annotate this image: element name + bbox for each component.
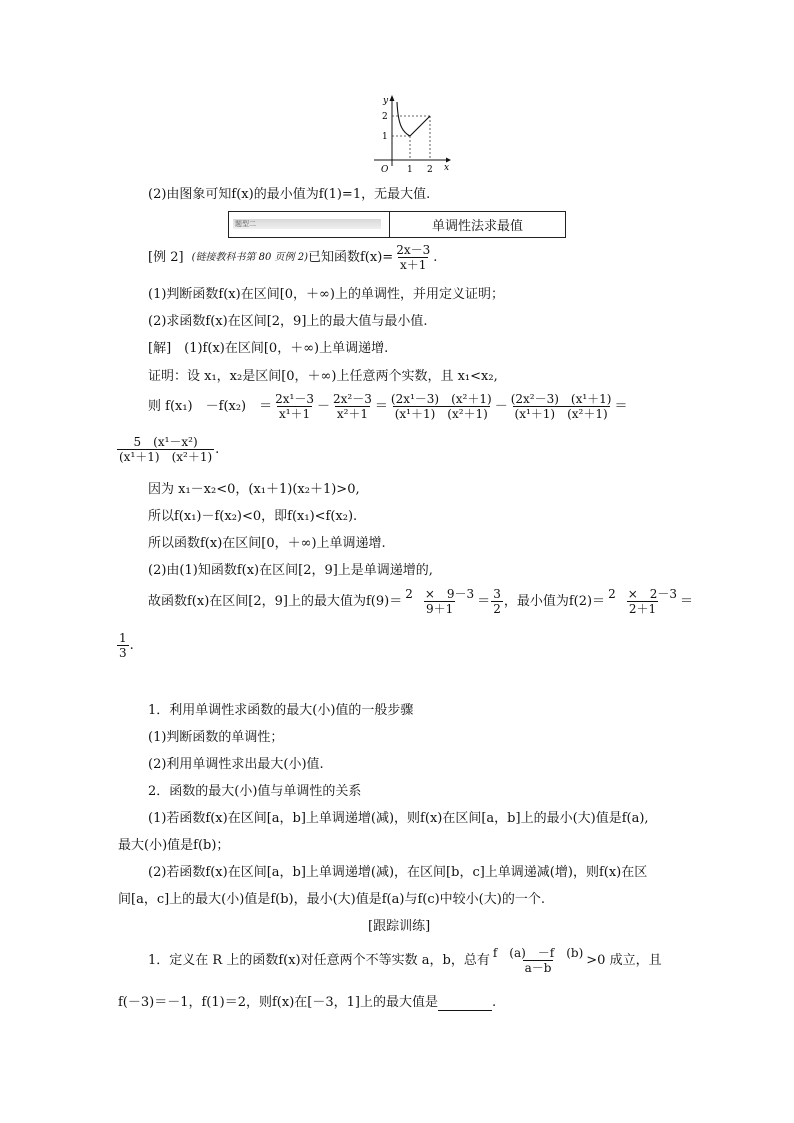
summary-point-1: (1)判断函数的单调性； bbox=[148, 730, 284, 745]
training-fraction bbox=[491, 946, 585, 975]
min-prefix: ，最小值为f(2)＝ bbox=[503, 593, 606, 609]
solution-line-6: (2)由(1)知函数f(x)在区间[2，9]上是单调递增的, bbox=[148, 563, 433, 578]
frac-max bbox=[403, 587, 476, 616]
stem-fraction-numerator: 2x－3 bbox=[396, 243, 431, 257]
curve-segment bbox=[397, 102, 410, 136]
frac-2-num: 2x²－3 bbox=[333, 392, 372, 406]
x-tick-1: 1 bbox=[407, 165, 413, 175]
frac-max-den: 9＋1 bbox=[426, 602, 454, 616]
frac-min-value-num: 1 bbox=[119, 631, 127, 645]
answer-blank[interactable] bbox=[438, 998, 492, 1011]
frac-max-value-num: 3 bbox=[493, 587, 501, 601]
difference-result bbox=[116, 435, 219, 464]
max-equals: ＝ bbox=[477, 593, 491, 609]
min-value-period: . bbox=[129, 637, 134, 653]
y-axis-arrow bbox=[390, 95, 395, 101]
equals-sign-2: ＝ bbox=[614, 398, 628, 414]
x-axis-arrow bbox=[446, 158, 451, 163]
solution-line-2: 证明：设 x₁，x₂是区间[0，＋∞)上任意两个实数，且 x₁<x₂, bbox=[148, 369, 498, 384]
section-title: 单调性法求最值 bbox=[431, 219, 523, 234]
frac-3-num: (2x¹－3) (x²＋1) bbox=[390, 392, 492, 406]
frac-min bbox=[606, 587, 679, 616]
frac-3-den: (x¹＋1) (x²＋1) bbox=[394, 407, 488, 421]
minus-sign-2: － bbox=[494, 398, 508, 414]
training-question-line-1 bbox=[148, 946, 662, 975]
x-axis-label: x bbox=[444, 163, 450, 173]
frac-max-value bbox=[491, 587, 503, 616]
stem-fraction bbox=[394, 243, 432, 272]
training-fraction-den: a－b bbox=[524, 961, 552, 975]
training-question-post: >0 成立，且 bbox=[586, 952, 662, 968]
solution-line-5: 所以函数f(x)在区间[0，＋∞)上单调递增. bbox=[148, 536, 386, 551]
min-value bbox=[116, 631, 134, 660]
summary-point-4a: (2)若函数f(x)在区间[a，b]上单调递增(减)，在区间[b，c]上单调递减(增)，则f(x)在区 bbox=[148, 865, 648, 880]
frac-4-den: (x¹＋1) (x²＋1) bbox=[514, 407, 608, 421]
solution-line-4: 所以f(x₁)－f(x₂)<0，即f(x₁)<f(x₂). bbox=[148, 509, 358, 524]
summary-heading-1: 1．利用单调性求函数的最大(小)值的一般步骤 bbox=[148, 703, 414, 718]
frac-4 bbox=[509, 392, 614, 421]
line-segment bbox=[410, 116, 430, 136]
section-tag-label: 题型二 bbox=[235, 220, 256, 228]
y-axis-label: y bbox=[383, 96, 389, 106]
max-prefix: 故函数f(x)在区间[2，9]上的最大值为f(9)＝ bbox=[148, 593, 403, 609]
frac-5 bbox=[117, 435, 214, 464]
summary-point-4b: 间[a，c]上的最大(小)值是f(b)，最小(大)值是f(a)与f(c)中较小(大)的一个. bbox=[118, 892, 545, 907]
y-tick-2: 2 bbox=[382, 112, 388, 122]
frac-max-value-den: 2 bbox=[493, 602, 501, 616]
frac-5-den: (x¹＋1) (x²＋1) bbox=[119, 450, 213, 464]
question-2: (2)求函数f(x)在区间[2，9]上的最大值与最小值. bbox=[148, 314, 428, 329]
origin-label: O bbox=[381, 165, 389, 175]
example-stem-text: 已知函数f(x)= bbox=[308, 249, 394, 265]
minus-sign-1: － bbox=[317, 398, 331, 414]
eq-prefix: 则 f(x₁) －f(x₂) ＝ bbox=[148, 398, 273, 414]
frac-3 bbox=[389, 392, 494, 421]
training-fraction-num: f (a) －f (b) bbox=[492, 946, 584, 960]
training-question-line-2 bbox=[118, 995, 496, 1011]
frac-min-value-den: 3 bbox=[119, 646, 127, 660]
section-header-box bbox=[228, 211, 566, 238]
frac-min-num: 2 × 2－3 bbox=[608, 587, 678, 601]
frac-1-num: 2x¹－3 bbox=[275, 392, 314, 406]
solution-line-3: 因为 x₁－x₂<0，(x₁＋1)(x₂＋1)>0, bbox=[148, 482, 360, 497]
frac-max-num: 2 × 9－3 bbox=[405, 587, 475, 601]
frac-2 bbox=[331, 392, 374, 421]
min-equals: ＝ bbox=[680, 593, 694, 609]
summary-point-2: (2)利用单调性求出最大(小)值. bbox=[148, 757, 324, 772]
part2-conclusion: (2)由图象可知f(x)的最小值为f(1)=1，无最大值. bbox=[148, 187, 431, 202]
training-question-end: . bbox=[491, 995, 497, 1010]
example-label: [例 2] bbox=[148, 249, 184, 265]
difference-equation bbox=[148, 392, 628, 421]
frac-min-den: 2＋1 bbox=[628, 602, 657, 616]
summary-point-3b: 最大(小)值是f(b)； bbox=[118, 838, 230, 853]
frac-2-den: x²＋1 bbox=[336, 407, 369, 421]
frac-5-period: . bbox=[215, 441, 220, 457]
section-tag bbox=[233, 219, 381, 229]
stem-period: . bbox=[433, 249, 438, 265]
example-reference: (链接教科书第 80 页例 2) bbox=[191, 251, 308, 263]
frac-1-den: x¹＋1 bbox=[278, 407, 311, 421]
frac-1 bbox=[273, 392, 316, 421]
equals-sign-1: ＝ bbox=[374, 398, 388, 414]
frac-5-num: 5 (x¹－x²) bbox=[133, 435, 198, 449]
training-title: [跟踪训练] bbox=[368, 919, 431, 934]
training-question-text: 1．定义在 R 上的函数f(x)对任意两个不等实数 a，b，总有 bbox=[148, 952, 490, 968]
frac-min-value bbox=[117, 631, 129, 660]
question-1: (1)判断函数f(x)在区间[0，＋∞)上的单调性，并用定义证明； bbox=[148, 287, 504, 302]
summary-heading-2: 2．函数的最大(小)值与单调性的关系 bbox=[148, 784, 362, 799]
frac-4-num: (2x²－3) (x¹＋1) bbox=[510, 392, 612, 406]
stem-fraction-denominator: x＋1 bbox=[400, 258, 427, 272]
y-tick-1: 1 bbox=[382, 132, 388, 142]
solution-line-1: [解] (1)f(x)在区间[0，＋∞)上单调递增. bbox=[148, 341, 389, 356]
example-stem bbox=[148, 243, 437, 272]
summary-point-3a: (1)若函数f(x)在区间[a，b]上单调递增(减)，则f(x)在区间[a，b]上的最小(大)值是f(a), bbox=[148, 811, 649, 826]
x-tick-2: 2 bbox=[427, 165, 433, 175]
training-question-line-2-text: f(－3)＝－1，f(1)＝2，则f(x)在[－3，1]上的最大值是 bbox=[118, 995, 438, 1010]
max-min-line bbox=[148, 587, 693, 616]
function-graph bbox=[370, 92, 454, 176]
